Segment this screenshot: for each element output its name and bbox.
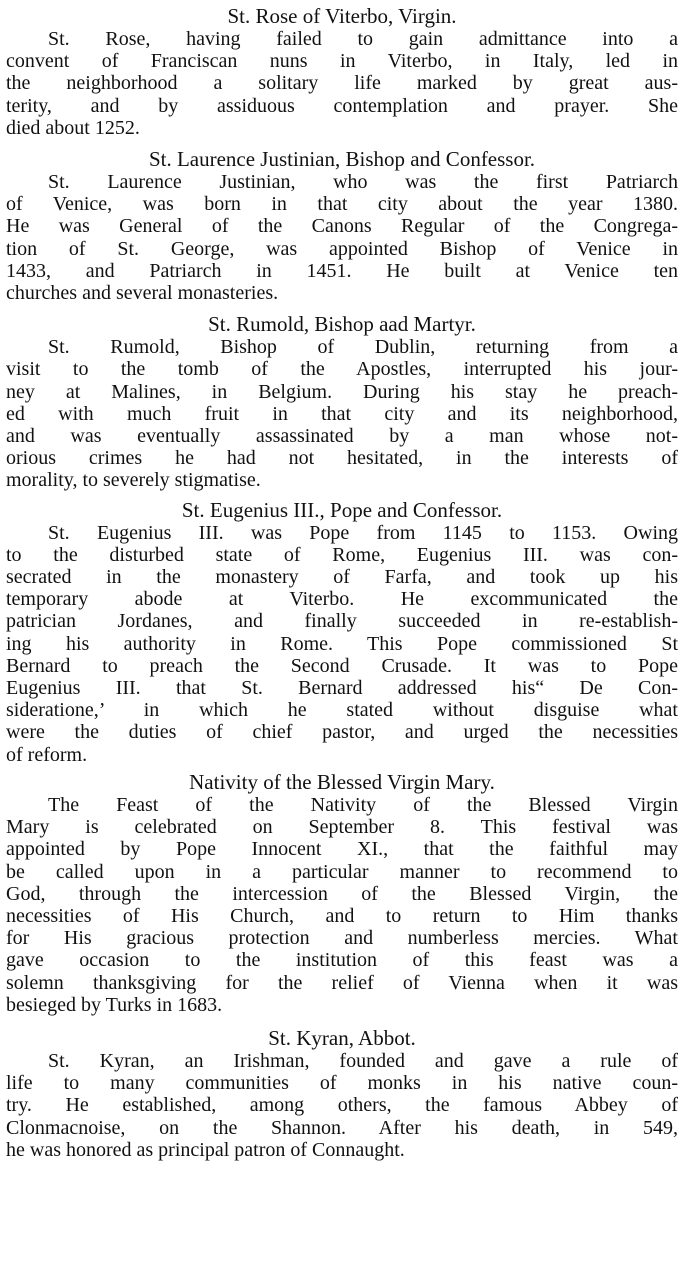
text-line: and was eventually assassinated by a man whose not- (6, 425, 678, 448)
text-line: churches and several monasteries. (6, 282, 279, 305)
text-line: temporary abode at Viterbo. He excommunicated the (6, 588, 678, 611)
text-line: Mary is celebrated on September 8. This festival was (6, 816, 678, 839)
text-line: try. He established, among others, the famous Abbey of (6, 1094, 678, 1117)
section-st-rose (6, 4, 678, 139)
text-line: the neighborhood a solitary life marked by great aus- (6, 72, 678, 95)
text-line: morality, to severely stigmatise. (6, 469, 261, 492)
text-line: died about 1252. (6, 116, 140, 139)
text-line: ed with much fruit in that city and its neighborhood, (6, 402, 678, 425)
section-body (6, 28, 678, 139)
section-body (6, 336, 678, 491)
section-st-kyran (6, 1026, 678, 1161)
text-line: sideratione,’ in which he stated without disguise what (6, 699, 678, 722)
document-page (6, 0, 678, 1161)
text-line: ney at Malines, in Belgium. During his stay he preach- (6, 380, 678, 403)
text-line: ing his authority in Rome. This Pope commissioned St (6, 632, 678, 655)
text-line: St. Laurence Justinian, who was the first Patriarch (48, 171, 678, 194)
section-body (6, 1050, 678, 1161)
text-line: Bernard to preach the Second Crusade. It was to Pope (6, 654, 678, 677)
section-body (6, 794, 678, 1016)
text-line: solemn thanksgiving for the relief of Vienna when it was (6, 971, 678, 994)
text-line: He was General of the Canons Regular of the Congrega- (6, 215, 678, 238)
text-line: tion of St. George, was appointed Bishop of Venice in (6, 237, 678, 260)
text-line: St. Rumold, Bishop of Dublin, returning from a (48, 336, 678, 359)
section-st-rumold (6, 312, 678, 491)
section-title: St. Rumold, Bishop aad Martyr. (208, 312, 476, 337)
text-line: God, through the intercession of the Blessed Virgin, the (6, 882, 678, 905)
section-title: Nativity of the Blessed Virgin Mary. (189, 769, 495, 794)
text-line: for His gracious protection and numberless mercies. What (6, 927, 678, 950)
section-body (6, 522, 678, 766)
text-line: convent of Franciscan nuns in Viterbo, in Italy, led in (6, 50, 678, 73)
text-line: orious crimes he had not hesitated, in the interests of (6, 447, 678, 470)
section-title: St. Laurence Justinian, Bishop and Confessor. (148, 147, 536, 172)
text-line: The Feast of the Nativity of the Blessed Virgin (48, 793, 678, 816)
text-line: were the duties of chief pastor, and urged the necessities (6, 721, 678, 744)
text-line: St. Kyran, an Irishman, founded and gave a rule of (48, 1049, 678, 1072)
text-line: gave occasion to the institution of this feast was a (6, 949, 678, 972)
text-line: Eugenius III. that St. Bernard addressed his“ De Con- (6, 677, 678, 700)
text-line: St. Eugenius III. was Pope from 1145 to 1153. Owing (48, 521, 678, 544)
text-line: of Venice, was born in that city about the year 1380. (6, 193, 678, 216)
text-line: necessities of His Church, and to return to Him thanks (6, 904, 678, 927)
text-line: life to many communities of monks in his native coun- (6, 1072, 678, 1095)
text-line: Clonmacnoise, on the Shannon. After his death, in 549, (6, 1116, 678, 1139)
text-line: appointed by Pope Innocent XI., that the faithful may (6, 838, 678, 861)
text-line: St. Rose, having failed to gain admittance into a (48, 28, 678, 50)
text-line: besieged by Turks in 1683. (6, 993, 223, 1016)
section-nativity (6, 770, 678, 1016)
text-line: 1433, and Patriarch in 1451. He built at Venice ten (6, 259, 678, 282)
section-title: St. Rose of Viterbo, Virgin. (227, 4, 457, 28)
section-title: St. Eugenius III., Pope and Confessor. (181, 497, 503, 522)
text-line: patrician Jordanes, and finally succeeded in re-establish- (6, 610, 678, 633)
text-line: secrated in the monastery of Farfa, and took up his (6, 566, 678, 589)
text-line: terity, and by assiduous contemplation and prayer. She (6, 94, 678, 117)
text-line: to the disturbed state of Rome, Eugenius III. was con- (6, 543, 678, 566)
section-body (6, 171, 678, 304)
section-title: St. Kyran, Abbot. (268, 1025, 416, 1050)
text-line: he was honored as principal patron of Connaught. (6, 1138, 405, 1161)
text-line: visit to the tomb of the Apostles, interrupted his jour- (6, 358, 678, 381)
text-line: be called upon in a particular manner to recommend to (6, 860, 678, 883)
section-st-eugenius (6, 498, 678, 766)
text-line: of reform. (6, 743, 88, 766)
section-st-laurence (6, 147, 678, 304)
